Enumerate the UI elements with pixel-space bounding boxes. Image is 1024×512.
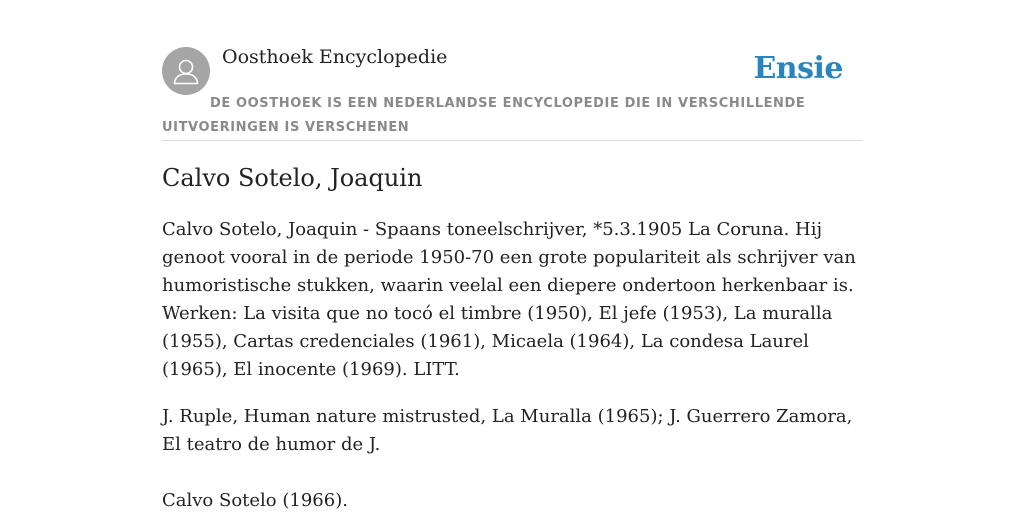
article-paragraph: Calvo Sotelo, Joaquin - Spaans toneelschrijver, *5.3.1905 La Coruna. Hij genoot vooral in de periode 1950-70 een grote populariteit als schrijver van humoristische stukken, waarin veelal een diepere ondertoon herkenbaar is. Werken: La visita que no tocó el timbre (1950), El jefe (1953), La muralla (1955), Cartas credenciales (1961), Micaela (1964), La condesa Laurel (1965), El inocente (1969). LITT. [162,219,856,380]
article-paragraph: J. Ruple, Human nature mistrusted, La Muralla (1965); J. Guerrero Zamora, El teatro de humor de J. [162,406,853,455]
source-title[interactable]: Oosthoek Encyclopedie [222,46,448,68]
article-paragraph: Calvo Sotelo (1966). [162,490,348,511]
ensie-logo[interactable]: Ensie [753,51,843,86]
article [162,162,862,512]
avatar[interactable] [162,47,210,95]
article-title: Calvo Sotelo, Joaquin [162,164,423,192]
source-header [162,40,862,141]
user-icon [162,47,210,95]
source-description: DE OOSTHOEK IS EEN NEDERLANDSE ENCYCLOPEDIE DIE IN VERSCHILLENDE UITVOERINGEN IS VERSCHENEN [162,96,806,135]
